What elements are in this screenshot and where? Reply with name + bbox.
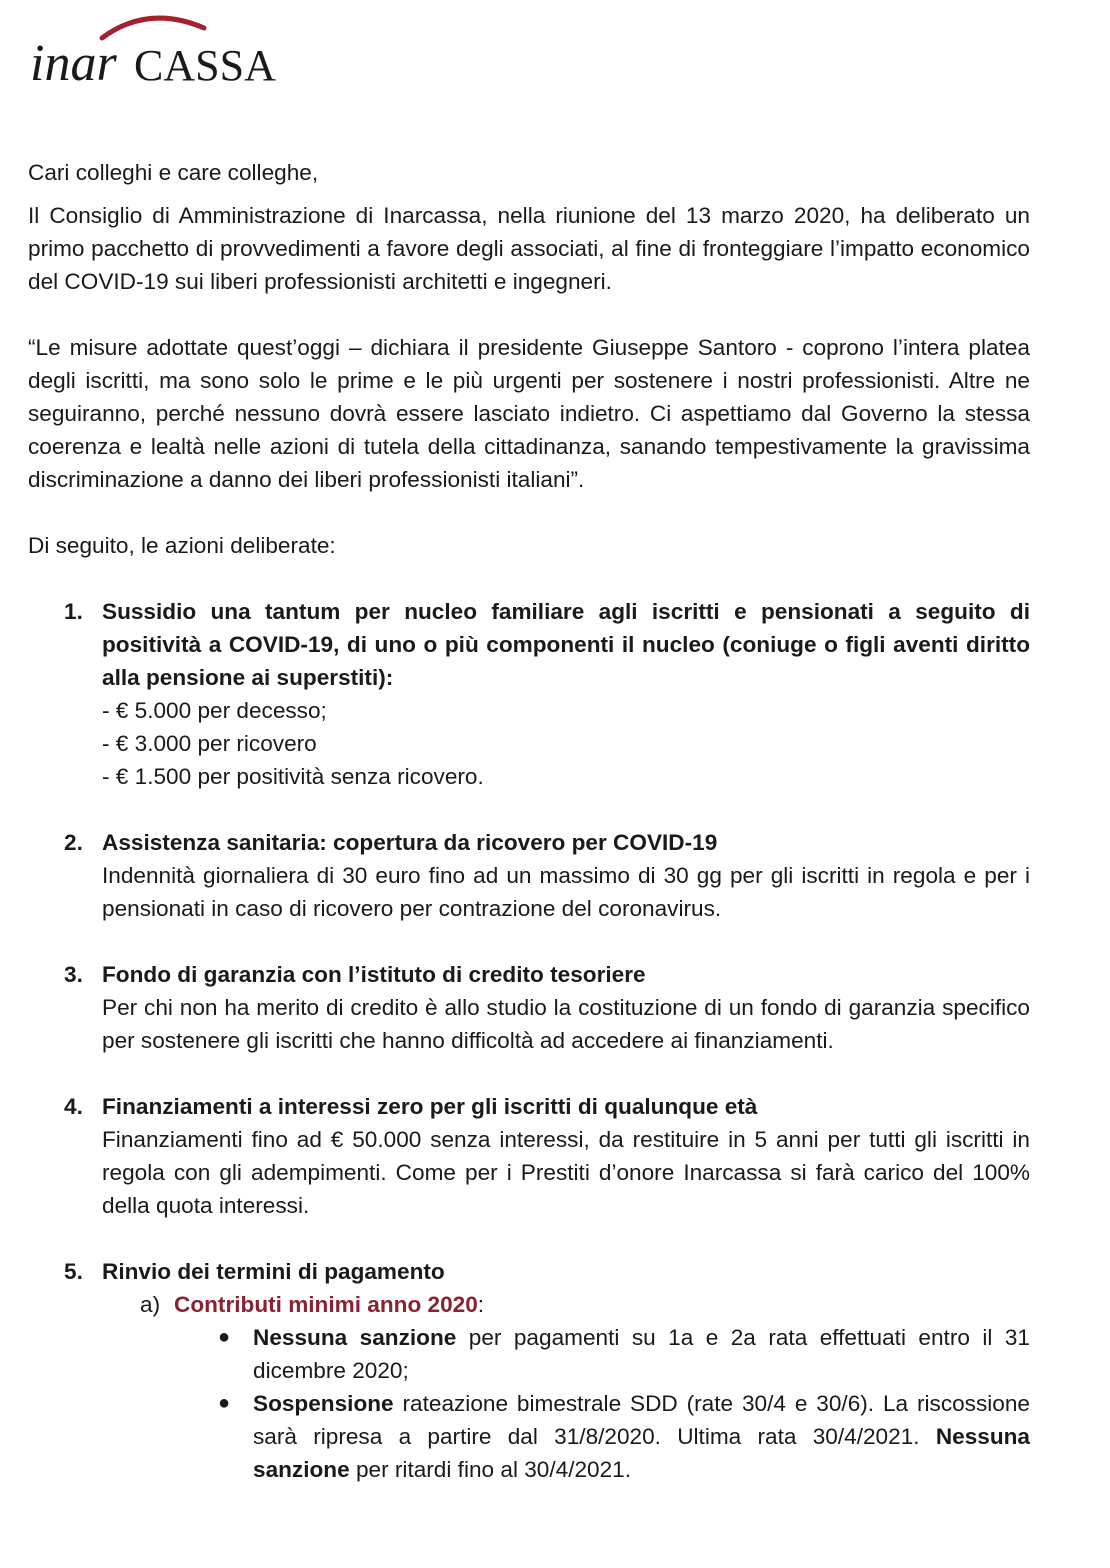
svg-text:inar: inar <box>30 35 117 88</box>
action-item-1 <box>28 595 1030 793</box>
action-item-5 <box>28 1255 1030 1288</box>
inarcassa-logo <box>28 8 328 88</box>
item-number: 4. <box>64 1094 83 1119</box>
item-body: Indennità giornaliera di 30 euro fino ad un massimo di 30 gg per gli iscritti in regola e per i pensionati in caso di ricovero per contrazione del coronavirus. <box>102 863 1030 921</box>
item-number: 1. <box>64 599 83 624</box>
bullet-icon: ● <box>218 1392 231 1414</box>
item-number: 5. <box>64 1259 83 1284</box>
intro-paragraph: Il Consiglio di Amministrazione di Inarcassa, nella riunione del 13 marzo 2020, ha deliberato un primo pacchetto di provvedimenti a favore degli associati, al fine di fronteggiare l’impatto economico del COVID-19 sui liberi professionisti architetti e ingegneri. <box>28 203 1030 294</box>
subsection-title: Contributi minimi anno 2020 <box>174 1292 478 1317</box>
bullet-text: rateazione bimestrale SDD (rate 30/4 e 30/6). La riscossione sarà ripresa a partire dal 31/8/2020. Ultima rata 30/4/2021. <box>253 1391 1030 1449</box>
item-title: Assistenza sanitaria: copertura da ricovero per COVID-19 <box>102 830 718 855</box>
actions-intro: Di seguito, le azioni deliberate: <box>28 533 336 558</box>
action-item-2 <box>28 826 1030 925</box>
bullet-bold: Nessuna sanzione <box>253 1424 1030 1482</box>
subsidy-line: - € 1.500 per positività senza ricovero. <box>102 764 484 789</box>
item-title: Sussidio una tantum per nucleo familiare agli iscritti e pensionati a seguito di positività a COVID-19, di uno o più componenti il nucleo (coniuge o figli aventi diritto alla pensione ai superstiti): <box>102 599 1030 690</box>
item-title: Fondo di garanzia con l’istituto di credito tesoriere <box>102 962 646 987</box>
bullet-icon: ● <box>218 1326 231 1348</box>
subsidy-line: - € 3.000 per ricovero <box>102 731 317 756</box>
bullet-bold: Sospensione <box>253 1391 394 1416</box>
payment-bullets <box>28 1321 1030 1486</box>
subsection-label: a) <box>140 1292 161 1317</box>
action-item-4 <box>28 1090 1030 1222</box>
greeting: Cari colleghi e care colleghe, <box>28 160 319 185</box>
letter-body <box>28 156 1030 1486</box>
bullet-text: per ritardi fino al 30/4/2021. <box>349 1457 632 1482</box>
bullet-item <box>28 1387 1030 1486</box>
item-title: Rinvio dei termini di pagamento <box>102 1259 445 1284</box>
bullet-bold: Nessuna sanzione <box>253 1325 457 1350</box>
item-body: Finanziamenti fino ad € 50.000 senza interessi, da restituire in 5 anni per tutti gli iscritti in regola con gli adempimenti. Come per i Prestiti d’onore Inarcassa si farà carico del 100% della quota interessi. <box>102 1127 1030 1218</box>
bullet-text: per pagamenti su 1a e 2a rata effettuati entro il 31 dicembre 2020; <box>253 1325 1030 1383</box>
subsection-colon: : <box>477 1292 485 1317</box>
item-number: 3. <box>64 962 83 987</box>
item-title: Finanziamenti a interessi zero per gli iscritti di qualunque età <box>102 1094 758 1119</box>
subsection-a <box>28 1288 1030 1321</box>
action-item-3 <box>28 958 1030 1057</box>
item-number: 2. <box>64 830 83 855</box>
item-body: Per chi non ha merito di credito è allo studio la costituzione di un fondo di garanzia specifico per sostenere gli iscritti che hanno difficoltà ad accedere ai finanziamenti. <box>102 995 1030 1053</box>
actions-list <box>28 595 1030 1288</box>
bullet-item <box>28 1321 1030 1387</box>
president-quote: “Le misure adottate quest’oggi – dichiara il presidente Giuseppe Santoro - coprono l’intera platea degli iscritti, ma sono solo le prime e le più urgenti per sostenere i nostri professionisti. Altre ne seguiranno, perché nessuno dovrà essere lasciato indietro. Ci aspettiamo dal Governo la stessa coerenza e lealtà nelle azioni di tutela della cittadinanza, sanando tempestivamente la gravissima discriminazione a danno dei liberi professionisti italiani”. <box>28 335 1030 492</box>
svg-text:CASSA: CASSA <box>134 41 276 88</box>
subsidy-line: - € 5.000 per decesso; <box>102 698 327 723</box>
